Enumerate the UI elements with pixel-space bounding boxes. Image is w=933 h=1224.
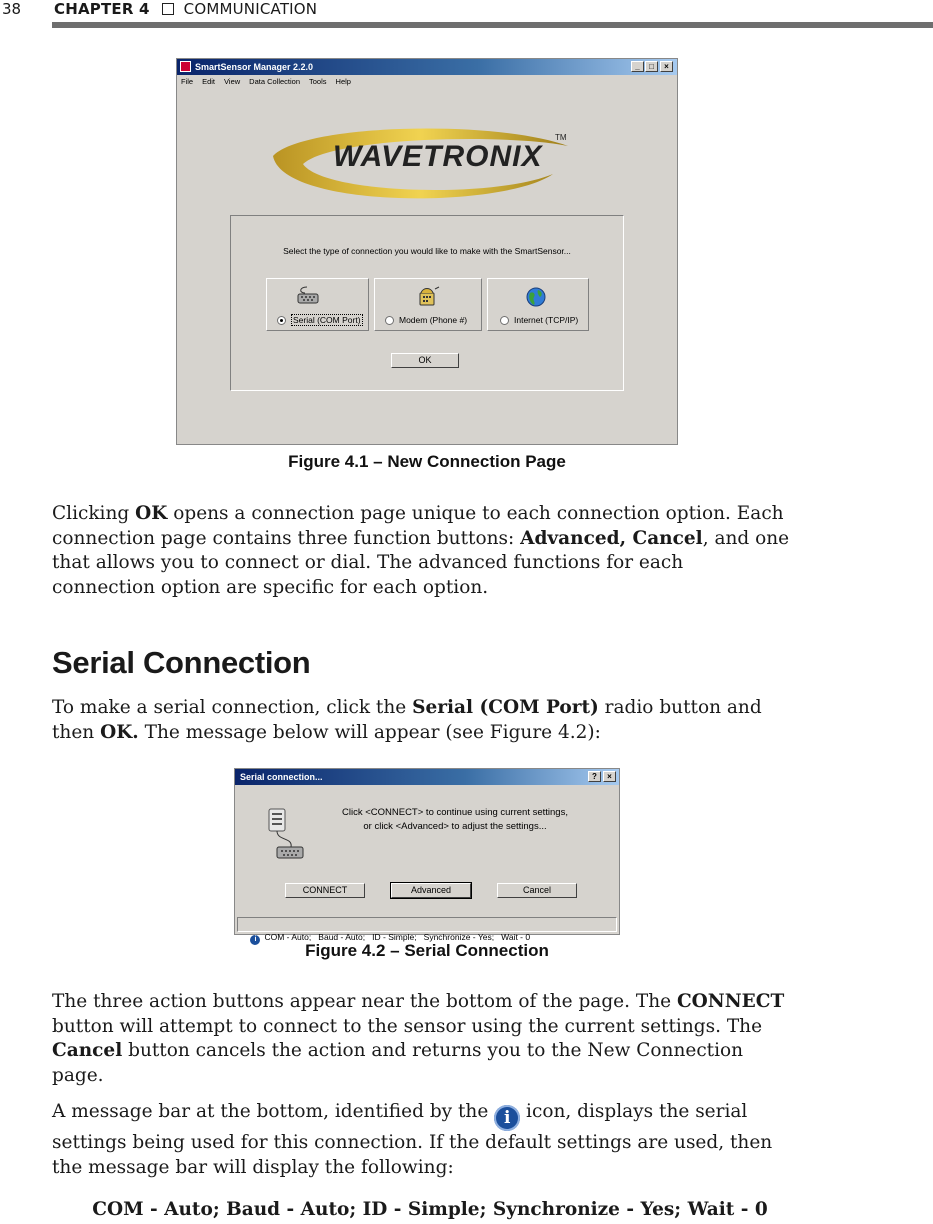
info-icon: i bbox=[494, 1105, 520, 1131]
dialog-titlebar bbox=[235, 769, 619, 785]
menu-tools[interactable]: Tools bbox=[309, 77, 327, 86]
status-info-icon: i bbox=[250, 935, 260, 945]
modem-phone-icon bbox=[415, 285, 441, 309]
dialog-title: Serial connection... bbox=[240, 772, 323, 782]
smartsensor-manager-window bbox=[176, 58, 678, 445]
page-number: 38 bbox=[2, 0, 22, 18]
figure-4-1-caption: Figure 4.1 – New Connection Page bbox=[288, 452, 566, 471]
menu-file[interactable]: File bbox=[181, 77, 194, 86]
logo-tm: TM bbox=[555, 133, 567, 142]
message-bar-example: COM - Auto; Baud - Auto; ID - Simple; Synchronize - Yes; Wait - 0 bbox=[92, 1199, 768, 1220]
header-rule bbox=[52, 22, 933, 28]
connection-group-box bbox=[230, 215, 624, 391]
dialog-status-bar bbox=[237, 917, 617, 943]
option-serial[interactable] bbox=[266, 278, 369, 331]
paragraph-message-bar: A message bar at the bottom, identified by the i icon, displays the serial settings being used for this connection. If the default settings are used, then the message bar will display the following: bbox=[52, 1101, 773, 1178]
dialog-close-button[interactable]: × bbox=[603, 771, 616, 782]
dialog-message bbox=[295, 806, 615, 834]
serial-connection-dialog bbox=[234, 768, 620, 943]
connect-button[interactable]: CONNECT bbox=[285, 883, 365, 898]
section-label: COMMUNICATION bbox=[183, 0, 318, 18]
modem-radio[interactable] bbox=[385, 316, 394, 325]
connect-emphasis: CONNECT bbox=[676, 991, 785, 1012]
ok-emphasis-2: OK. bbox=[100, 721, 139, 743]
section-heading: Serial Connection bbox=[52, 645, 311, 680]
menu-data-collection[interactable]: Data Collection bbox=[249, 77, 301, 86]
serial-option-label: Serial (COM Port) bbox=[293, 315, 361, 325]
maximize-button[interactable]: □ bbox=[645, 61, 658, 72]
app-icon bbox=[180, 61, 191, 72]
chapter-label: CHAPTER 4 bbox=[54, 0, 150, 18]
advanced-cancel-emphasis: Advanced, Cancel bbox=[520, 527, 703, 549]
serial-port-icon bbox=[295, 285, 321, 307]
advanced-button[interactable]: Advanced bbox=[391, 883, 471, 898]
status-text: COM - Auto; Baud - Auto; ID - Simple; Synchronize - Yes; Wait - 0 bbox=[264, 932, 531, 942]
window-title: SmartSensor Manager 2.2.0 bbox=[195, 62, 314, 72]
cancel-emphasis: Cancel bbox=[52, 1040, 123, 1061]
figure-4-2-caption: Figure 4.2 – Serial Connection bbox=[305, 941, 549, 960]
globe-icon bbox=[524, 285, 548, 309]
close-button[interactable]: × bbox=[660, 61, 673, 72]
paragraph-action-buttons: The three action buttons appear near the bottom of the page. The CONNECT button will attempt to connect to the sensor using the current settings. The Cancel button cancels the action and returns you to the New Connection page. bbox=[52, 991, 785, 1086]
minimize-button[interactable]: _ bbox=[631, 61, 644, 72]
menu-bar bbox=[177, 75, 677, 89]
menu-view[interactable]: View bbox=[224, 77, 241, 86]
serial-com-port-emphasis: Serial (COM Port) bbox=[412, 697, 599, 718]
ok-button[interactable]: OK bbox=[391, 353, 459, 368]
help-button[interactable]: ? bbox=[588, 771, 601, 782]
menu-edit[interactable]: Edit bbox=[202, 77, 216, 86]
dialog-message-line-1: Click <CONNECT> to continue using current settings, bbox=[342, 807, 568, 818]
internet-option-label: Internet (TCP/IP) bbox=[514, 315, 579, 325]
connection-prompt: Select the type of connection you would like to make with the SmartSensor... bbox=[283, 246, 571, 256]
serial-radio[interactable] bbox=[277, 316, 286, 325]
ok-emphasis: OK bbox=[135, 503, 168, 524]
modem-option-label: Modem (Phone #) bbox=[399, 315, 468, 325]
internet-radio[interactable] bbox=[500, 316, 509, 325]
paragraph-intro: Clicking OK opens a connection page unique to each connection option. Each connection page contains three function buttons: Advanced, Cancel, and one that allows you to connect or dial. The advanced functions for each connection option are specific for each option. bbox=[52, 503, 790, 598]
cancel-button[interactable]: Cancel bbox=[497, 883, 577, 898]
separator-box-icon bbox=[162, 3, 174, 15]
option-modem[interactable] bbox=[374, 278, 482, 331]
option-internet[interactable] bbox=[487, 278, 589, 331]
window-titlebar bbox=[177, 59, 677, 75]
menu-help[interactable]: Help bbox=[335, 77, 351, 86]
logo-text: WAVETRONIX bbox=[333, 140, 543, 173]
running-header bbox=[54, 0, 317, 18]
paragraph-serial-instructions: To make a serial connection, click the Serial (COM Port) radio button and then OK. The message below will appear (see Figure 4.2): bbox=[52, 697, 762, 743]
dialog-message-line-2: or click <Advanced> to adjust the settings... bbox=[363, 821, 547, 832]
wavetronix-logo bbox=[263, 114, 583, 214]
